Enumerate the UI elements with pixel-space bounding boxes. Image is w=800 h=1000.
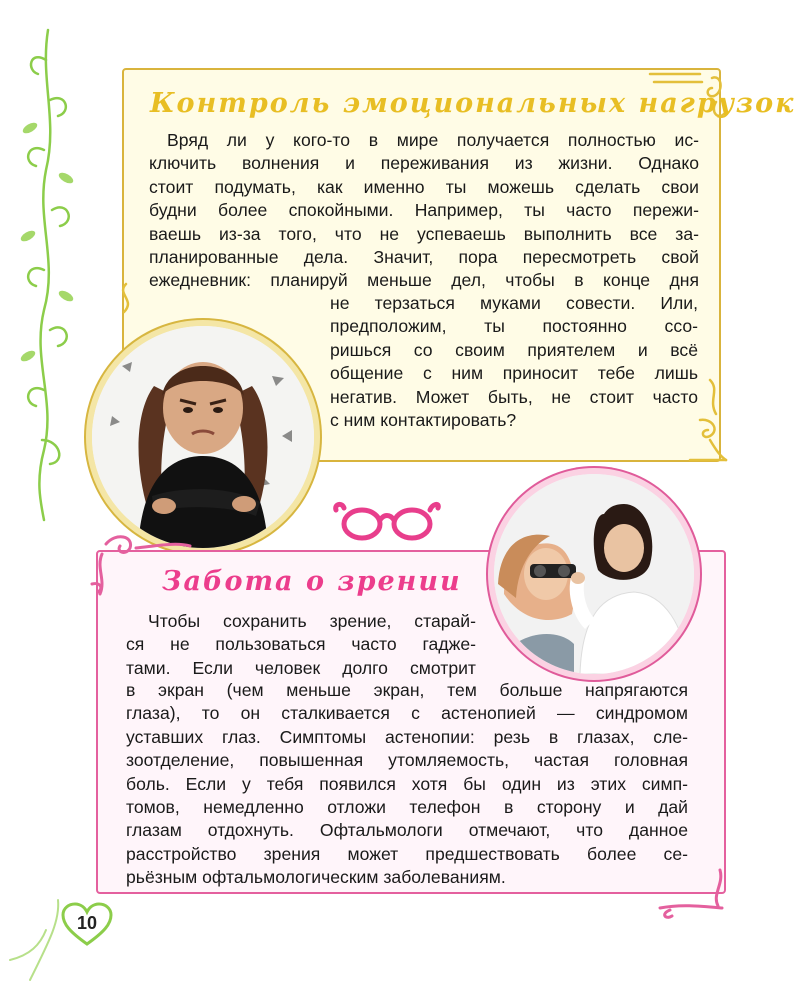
text-line: глаза), то он сталкивается с астенопией — синдромом — [126, 703, 688, 724]
text-line: будни более спокойными. Например, ты часто пережи- — [149, 200, 699, 221]
text-line: уставших глаз. Симптомы астенопии: резь в глазах, сле- — [126, 726, 688, 747]
text-line: боль. Если у тебя появился хотя бы один из этих симп- — [126, 773, 688, 794]
emotional-paragraph-continued — [330, 292, 698, 432]
text-line: ежедневник: планируй меньше дел, чтобы в конце дня — [149, 270, 699, 291]
text-line: ваешь из-за того, что не успеваешь выполнить все за- — [149, 223, 699, 244]
text-line: расстройство зрения может предшествовать более се- — [126, 843, 688, 864]
vision-paragraph-continued — [126, 679, 688, 890]
glasses-icon — [332, 500, 442, 544]
text-line: рьёзным офтальмологическим заболеваниям. — [126, 867, 506, 888]
text-line: зоотделение, повышенная утомляемость, частая головная — [126, 750, 688, 771]
vision-paragraph — [126, 610, 476, 680]
text-line: планированные дела. Значит, пора пересмотреть свой — [149, 247, 699, 268]
text-line: тами. Если человек долго смотрит — [126, 657, 476, 678]
text-line: предположим, ты постоянно ссо- — [330, 316, 698, 337]
section-title-emotional: Контроль эмоциональных нагрузок — [150, 88, 796, 119]
text-line: Чтобы сохранить зрение, старай- — [148, 611, 476, 631]
page-number: 10 — [76, 913, 98, 933]
section-title-vision: Забота о зрении — [162, 566, 462, 597]
text-line: ключить волнения и переживания из жизни. Однако — [149, 153, 699, 174]
text-line: в экран (чем меньше экран, тем больше напрягаются — [126, 680, 688, 700]
corner-swirl-icon — [112, 280, 142, 320]
text-line: стоит подумать, как именно ты можешь сделать свои — [149, 176, 699, 197]
text-line: ришься со своим приятелем и всё — [330, 339, 698, 360]
text-line: глазам отдохнуть. Офтальмологи отмечают, что данное — [126, 820, 688, 841]
vine-ornament — [0, 0, 100, 1000]
text-line: с ним контактировать? — [330, 410, 517, 431]
text-line: общение с ним приносит тебе лишь — [330, 363, 698, 384]
text-line: Вряд ли у кого-то в мире получается полностью ис- — [167, 130, 699, 150]
text-line: томов, немедленно отложи телефон в сторону и дай — [126, 797, 688, 818]
text-line: ся не пользоваться часто гадже- — [126, 634, 476, 655]
emotional-paragraph — [149, 129, 699, 293]
text-line: негатив. Может быть, не стоит часто — [330, 386, 698, 407]
eye-exam-photo — [488, 468, 700, 680]
text-line: не терзаться муками совести. Или, — [330, 293, 698, 313]
angry-girl-photo — [86, 320, 320, 554]
